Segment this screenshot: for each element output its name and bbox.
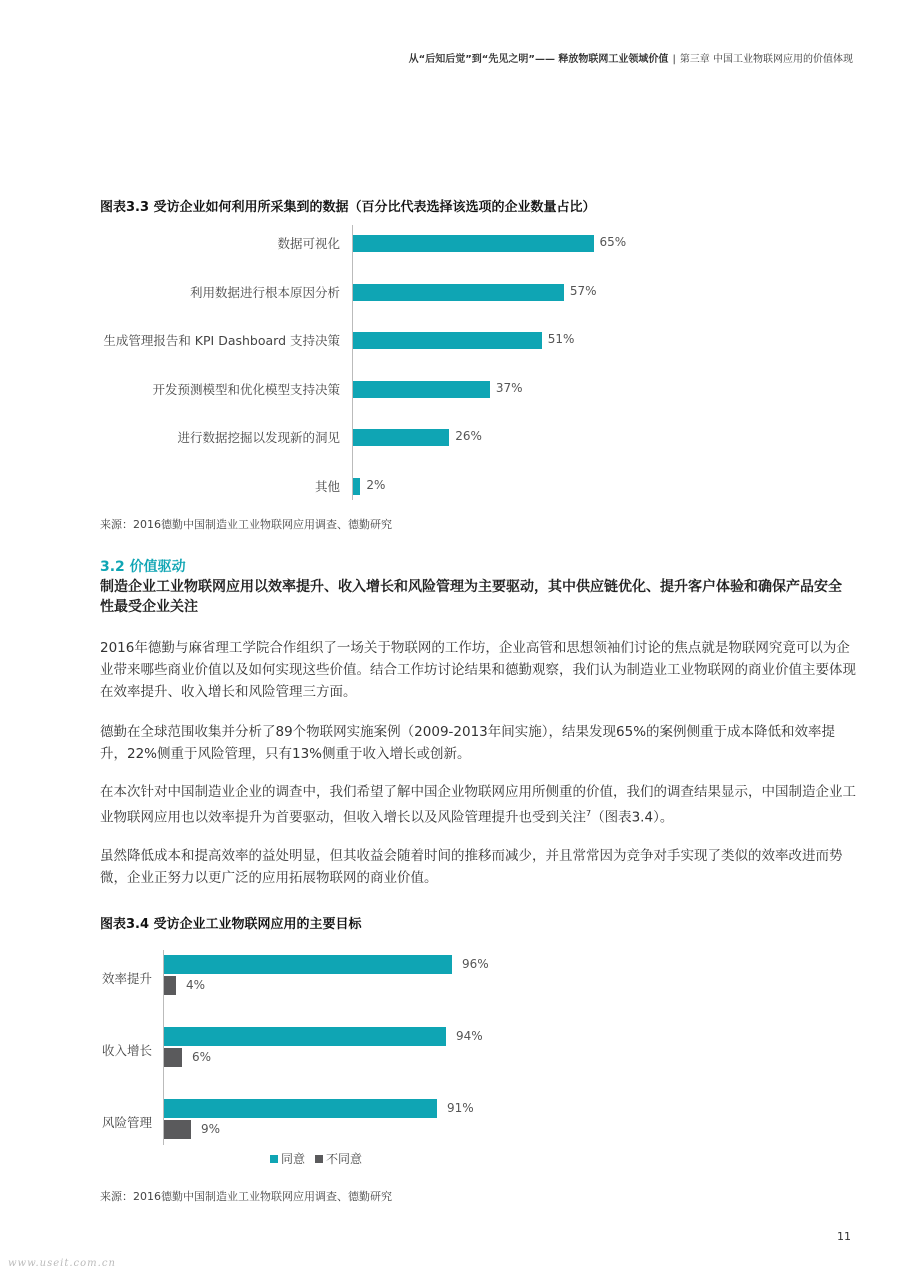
figure1-category-label: 进行数据挖掘以发现新的洞见 (177, 430, 340, 445)
figure1-category-label: 其他 (314, 478, 340, 494)
figure1-value-label: 57% (569, 283, 597, 298)
figure1-bar-chart (0, 225, 905, 515)
figure1-bar (353, 284, 564, 301)
figure1-value-label: 51% (547, 332, 575, 346)
figure1-row (0, 233, 905, 253)
figure2-value-label: 91% (447, 1101, 474, 1115)
paragraph-3 (100, 781, 860, 829)
figure1-value-label: 37% (495, 380, 523, 395)
legend-label: 不同意 (326, 1152, 363, 1166)
figure2-category-label: 风险管理 (101, 1115, 152, 1130)
figure2-value-label: 94% (456, 1029, 483, 1043)
figure1-row (0, 476, 905, 496)
figure1-category-label: 利用数据进行根本原因分析 (189, 284, 340, 300)
legend-swatch (315, 1155, 323, 1163)
figure1-category-label: 数据可视化 (277, 236, 340, 251)
legend-swatch (270, 1155, 278, 1163)
figure1-value-label: 65% (599, 235, 627, 249)
paragraph-4: 虽然降低成本和提高效率的益处明显，但其收益会随着时间的推移而减少，并且常常因为竞争对手实现了类似的效率改进而势微，企业正努力以更广泛的应用拓展物联网的商业价值。 (100, 848, 843, 886)
figure2-bar-agree (164, 1099, 437, 1118)
figure2-bar-disagree (164, 976, 176, 995)
watermark: www.useit.com.cn (8, 1258, 116, 1269)
figure2-value-label: 6% (192, 1050, 212, 1064)
figure1-row (0, 330, 905, 350)
figure1-bar (353, 381, 490, 398)
figure1-source: 来源：2016德勤中国制造业工业物联网应用调查、德勤研究 (100, 518, 392, 531)
figure2-bar-disagree (164, 1120, 191, 1139)
figure2-value-label: 96% (462, 957, 489, 971)
figure1-category-label: 生成管理报告和 KPI Dashboard 支持决策 (103, 333, 340, 348)
footnote-marker: 7 (586, 809, 592, 818)
figure2-bar-agree (164, 1027, 446, 1046)
figure1-row (0, 282, 905, 302)
figure2-value-label: 4% (186, 978, 206, 992)
figure2-bar-chart (0, 950, 905, 1170)
figure2-bar-disagree (164, 1048, 182, 1067)
legend-label: 同意 (281, 1152, 306, 1166)
paragraph-1: 2016年德勤与麻省理工学院合作组织了一场关于物联网的工作坊，企业高管和思想领袖们讨论的焦点就是物联网究竟可以为企业带来哪些商业价值以及如何实现这些价值。结合工作坊讨论结果和德勤观察，我们认为制造业工业物联网的商业价值主要体现在效率提升、收入增长和风险管理三方面。 (100, 640, 856, 700)
running-header (409, 50, 853, 65)
figure1-value-label: 26% (455, 429, 482, 443)
legend-item (315, 1152, 362, 1166)
figure1-bar (353, 478, 360, 495)
figure2-source: 来源：2016德勤中国制造业工业物联网应用调查、德勤研究 (100, 1190, 392, 1203)
figure2-title: 图表3.4 受访企业工业物联网应用的主要目标 (100, 917, 362, 932)
header-title: 从“后知后觉”到“先见之明”—— 释放物联网工业领域价值 (408, 54, 669, 65)
figure2-value-label: 9% (201, 1122, 221, 1136)
section-heading: 3.2 价值驱动 (100, 559, 186, 575)
figure2-bar-agree (164, 955, 452, 974)
figure1-bar (353, 235, 594, 252)
figure2-legend (270, 1150, 372, 1167)
page-number: 11 (837, 1230, 851, 1243)
section-subheading: 制造企业工业物联网应用以效率提升、收入增长和风险管理为主要驱动，其中供应链优化、提升客户体验和确保产品安全性最受企业关注 (100, 579, 842, 615)
header-chapter: 第三章 中国工业物联网应用的价值体现 (679, 54, 853, 65)
figure1-bar (353, 429, 449, 446)
paragraph-3-ref: （图表3.4）。 (591, 809, 674, 826)
header-separator: | (672, 54, 676, 65)
figure2-category-label: 收入增长 (101, 1043, 152, 1058)
paragraph-2: 德勤在全球范围收集并分析了89个物联网实施案例（2009-2013年间实施），结果发现65%的案例侧重于成本降低和效率提升，22%侧重于风险管理，只有13%侧重于收入增长或创新。 (100, 724, 836, 762)
figure1-axis-line (352, 225, 353, 500)
figure1-row (0, 427, 905, 447)
legend-item (270, 1152, 305, 1166)
figure1-value-label: 2% (366, 477, 386, 492)
paragraph-3-text: 在本次针对中国制造业企业的调查中，我们希望了解中国企业物联网应用所侧重的价值，我们的调查结果显示，中国制造企业工业物联网应用也以效率提升为首要驱动，但收入增长以及风险管理提升也受到关注 (100, 784, 856, 826)
figure1-category-label: 开发预测模型和优化模型支持决策 (152, 381, 340, 397)
figure1-bar (353, 332, 542, 349)
figure2-category-label: 效率提升 (101, 971, 152, 986)
figure1-row (0, 379, 905, 399)
figure1-title: 图表3.3 受访企业如何利用所采集到的数据（百分比代表选择该选项的企业数量占比） (100, 200, 596, 215)
